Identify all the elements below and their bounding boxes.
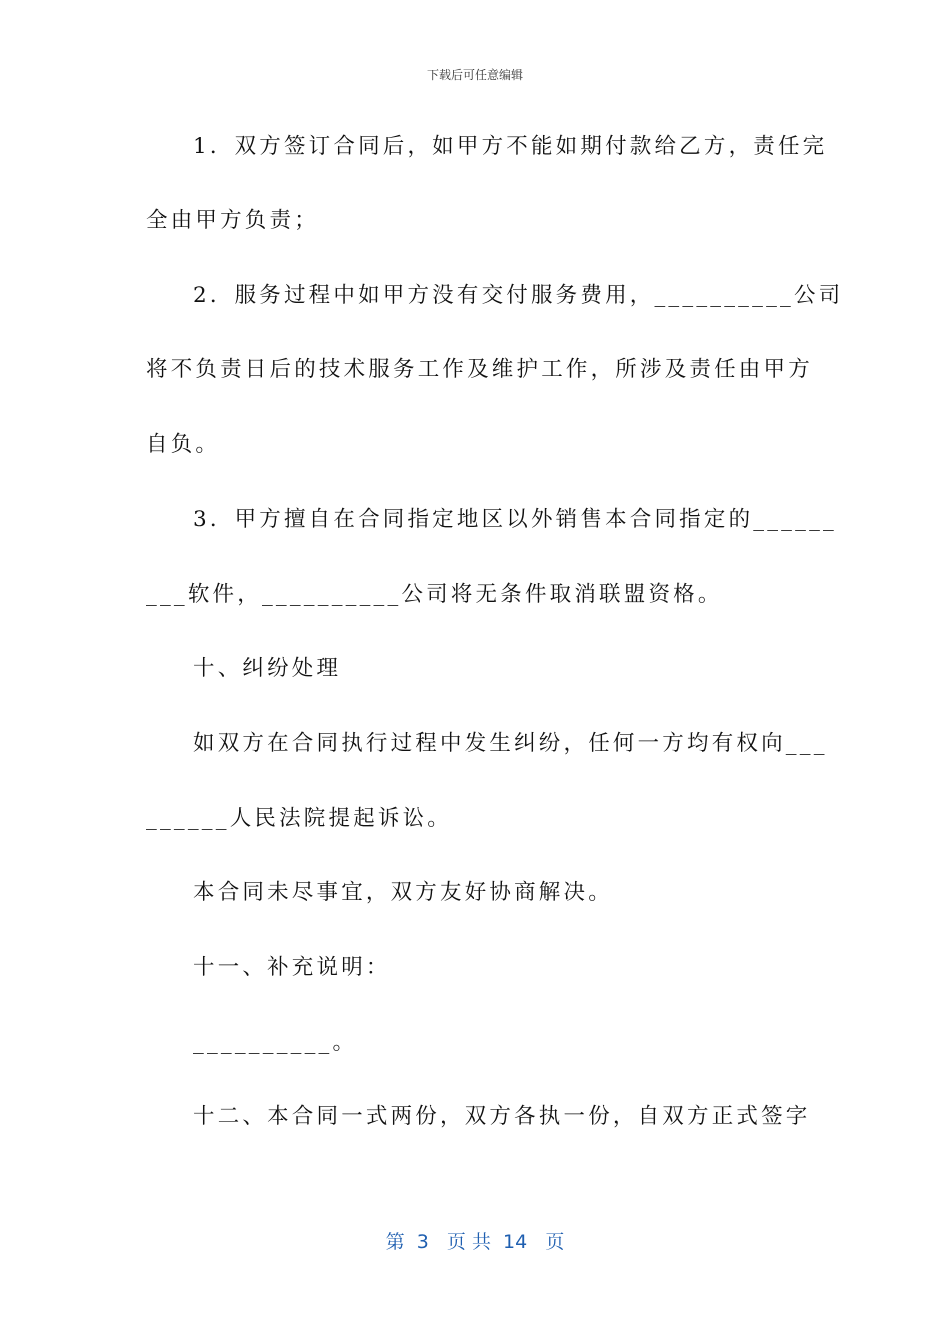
paragraph-line: ___软件，__________公司将无条件取消联盟资格。 xyxy=(146,582,723,607)
paragraph-line: 2．服务过程中如甲方没有交付服务费用，__________公司 xyxy=(193,283,844,308)
section-heading: 十一、补充说明： xyxy=(193,955,391,980)
paragraph-line: ______人民法院提起诉讼。 xyxy=(146,806,453,831)
paragraph-line: __________。 xyxy=(193,1030,358,1055)
page-header: 下载后可任意编辑 xyxy=(426,68,523,82)
paragraph-line: 3．甲方擅自在合同指定地区以外销售本合同指定的______ xyxy=(193,507,837,532)
paragraph-line: 全由甲方负责； xyxy=(146,208,319,233)
paragraph-line: 十二、本合同一式两份，双方各执一份，自双方正式签字 xyxy=(193,1104,811,1129)
paragraph-line: 本合同未尽事宜，双方友好协商解决。 xyxy=(193,880,613,905)
paragraph-line: 1．双方签订合同后，如甲方不能如期付款给乙方，责任完 xyxy=(193,134,828,159)
section-heading: 十、纠纷处理 xyxy=(193,656,342,681)
page-number-footer: 第 3 页 共 14 页 xyxy=(385,1231,565,1253)
paragraph-line: 如双方在合同执行过程中发生纠纷，任何一方均有权向___ xyxy=(193,731,828,756)
paragraph-line: 将不负责日后的技术服务工作及维护工作，所涉及责任由甲方 xyxy=(146,357,813,382)
paragraph-line: 自负。 xyxy=(146,432,221,457)
